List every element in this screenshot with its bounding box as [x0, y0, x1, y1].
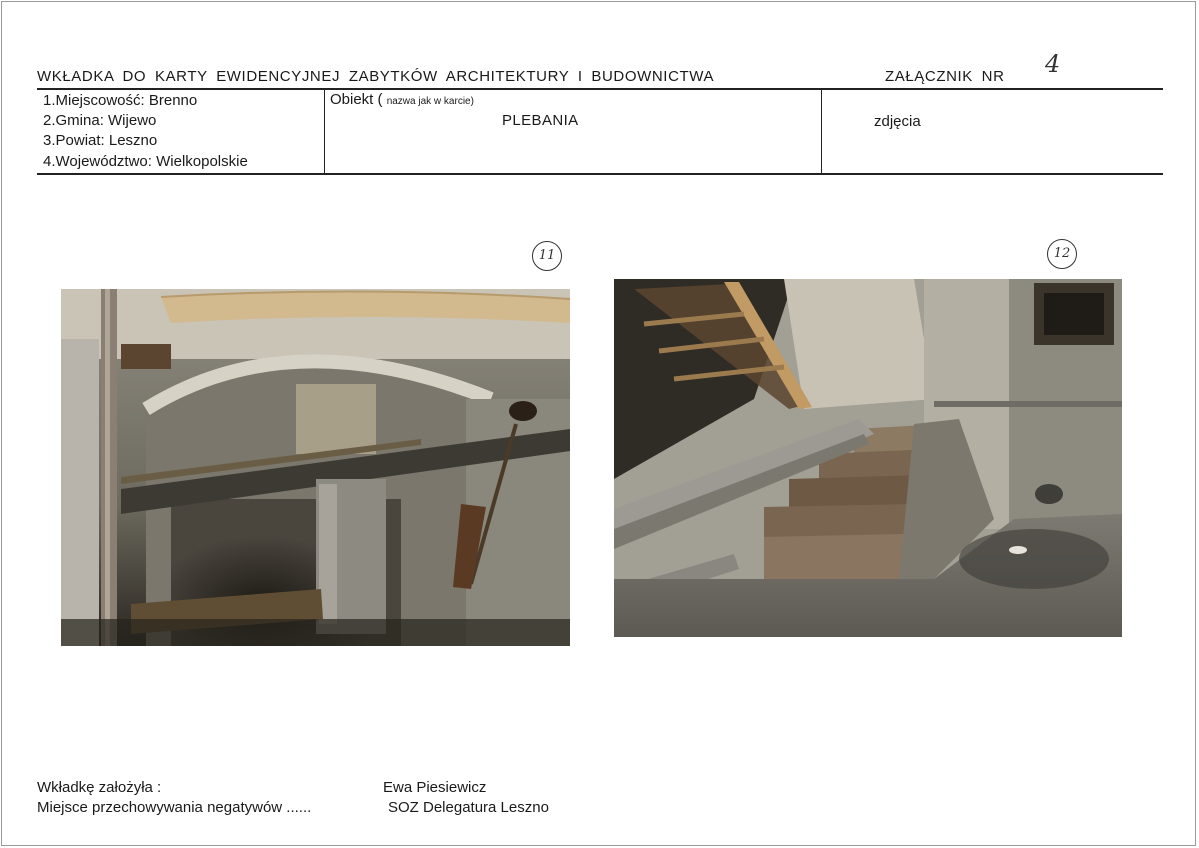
photo-number-11: 11	[532, 241, 562, 271]
section-label: zdjęcia	[874, 113, 921, 130]
field-powiat: 3.Powiat: Leszno	[43, 132, 158, 149]
header-bottom-rule	[37, 173, 1163, 175]
field-gmina: 2.Gmina: Wijewo	[43, 112, 157, 129]
annex-number: 4	[1045, 50, 1061, 78]
annex-label: ZAŁĄCZNIK NR	[885, 68, 1005, 85]
object-label-note: nazwa jak w karcie)	[386, 96, 474, 107]
field-miejscowosc: 1.Miejscowość: Brenno	[43, 92, 198, 109]
object-label-text: Obiekt (	[330, 91, 383, 108]
photo-cellar-stairs	[614, 279, 1122, 637]
document-title: WKŁADKA DO KARTY EWIDENCYJNEJ ZABYTKÓW ARCHITEKTURY I BUDOWNICTWA	[37, 68, 715, 85]
header-top-rule	[37, 88, 1163, 90]
photo-number-12: 12	[1047, 239, 1077, 269]
negatives-storage-value: SOZ Delegatura Leszno	[388, 799, 549, 816]
created-by-label: Wkładkę założyła :	[37, 779, 162, 796]
negatives-storage-label: Miejsce przechowywania negatywów ......	[37, 799, 312, 816]
field-wojewodztwo: 4.Województwo: Wielkopolskie	[43, 153, 248, 170]
object-name: PLEBANIA	[502, 112, 579, 129]
photo-cellar-arch	[61, 289, 570, 646]
object-label	[330, 91, 474, 108]
column-divider-1	[324, 89, 325, 174]
column-divider-2	[821, 89, 822, 174]
created-by-value: Ewa Piesiewicz	[383, 779, 487, 796]
